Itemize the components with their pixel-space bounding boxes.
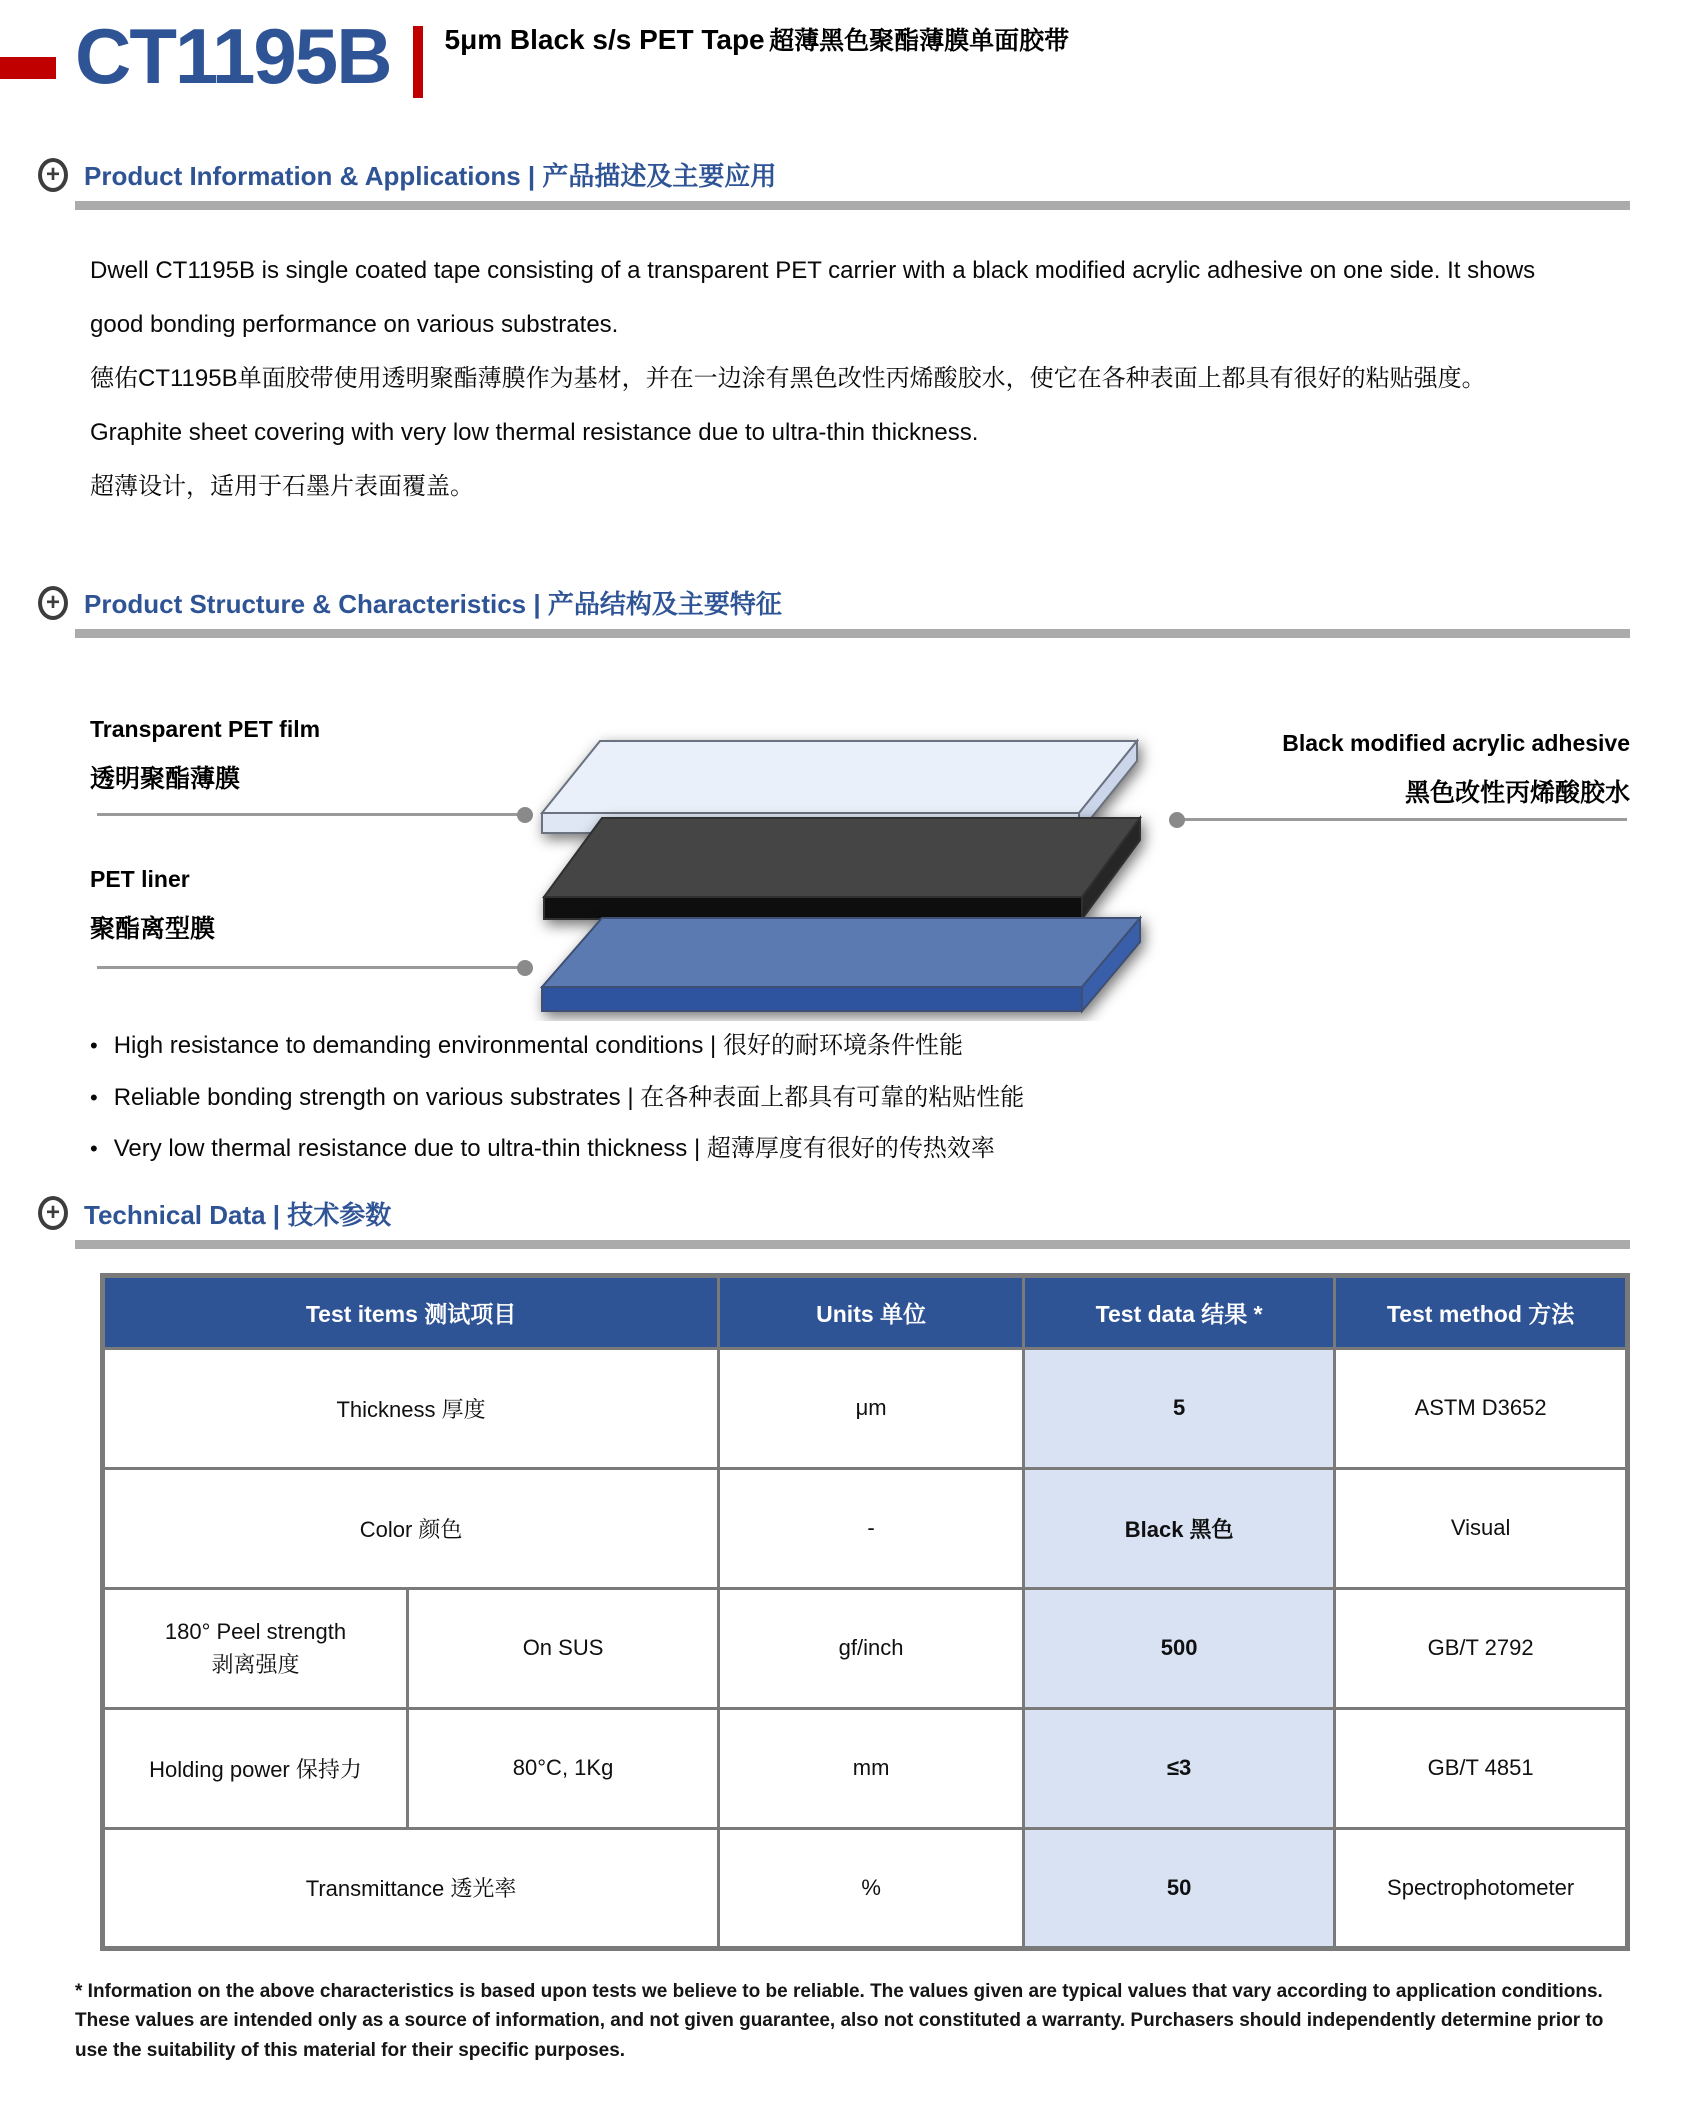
- red-divider-bar: [413, 26, 423, 98]
- paragraph-en-description: Dwell CT1195B is single coated tape consisting of a transparent PET carrier with a black modified acrylic adhesive on one side. It shows good bonding performance on various substrates.: [90, 257, 1536, 338]
- cell-item-en: 180° Peel strength: [164, 1619, 347, 1645]
- section-rule: [75, 1240, 1630, 1249]
- label-pet-liner-en: PET liner: [90, 866, 190, 892]
- table-row: [103, 1468, 1628, 1588]
- cell-item-cn: 剥离强度: [211, 1652, 300, 1678]
- list-item: • Very low thermal resistance due to ultra-thin thickness | 超薄厚度有很好的传热效率: [90, 1123, 1630, 1175]
- disclaimer-footnote: * Information on the above characteristics is based upon tests we believe to be reliable. The values given are typical values that vary according to application conditions. These values are intended only as a source of information, and not given guarantee, also not constituted a warranty. Purchasers should independently determine prior to use the suitability of this material for their specific purposes.: [75, 1980, 1604, 2061]
- cell-item: Transmittance 透光率: [103, 1828, 719, 1948]
- section-header-structure: [38, 584, 1630, 621]
- cell-data: 5: [1024, 1348, 1335, 1468]
- section-title-structure: Product Structure & Characteristics | 产品结构及主要特征: [84, 589, 782, 619]
- pet-film-callout-line: [97, 813, 527, 816]
- section-header-info: [38, 156, 1630, 193]
- label-adhesive-cn: 黑色改性丙烯酸胶水: [1404, 779, 1630, 807]
- cell-item: [103, 1588, 408, 1708]
- cell-method: Visual: [1335, 1468, 1628, 1588]
- cell-data: 50: [1024, 1828, 1335, 1948]
- cell-unit: μm: [719, 1348, 1024, 1468]
- table-row: [103, 1708, 1628, 1828]
- paragraph-cn-description: 德佑CT1195B单面胶带使用透明聚酯薄膜作为基材，并在一边涂有黑色改性丙烯酸胶水，使它在各种表面上都具有很好的粘贴强度。: [90, 365, 1486, 392]
- label-pet-film-cn: 透明聚酯薄膜: [90, 765, 241, 793]
- label-pet-film: [90, 716, 320, 795]
- cell-data: 500: [1024, 1588, 1335, 1708]
- cell-method: GB/T 2792: [1335, 1588, 1628, 1708]
- technical-data-table: [100, 1273, 1630, 1951]
- label-adhesive-en: Black modified acrylic adhesive: [1282, 730, 1630, 756]
- table-row: [103, 1828, 1628, 1948]
- characteristics-list: [90, 1020, 1630, 1175]
- paragraph-cn-graphite: 超薄设计，适用于石墨片表面覆盖。: [90, 473, 474, 500]
- col-header-units: Units 单位: [719, 1275, 1024, 1348]
- cell-method: Spectrophotometer: [1335, 1828, 1628, 1948]
- list-item: • High resistance to demanding environmental conditions | 很好的耐环境条件性能: [90, 1020, 1630, 1072]
- pet-liner-callout-line: [97, 966, 527, 969]
- product-code: CT1195B: [75, 12, 391, 100]
- brand-red-dash: [0, 57, 56, 79]
- col-header-test-data: Test data 结果 *: [1024, 1275, 1335, 1348]
- label-adhesive: [1282, 730, 1630, 809]
- liner-layer: [542, 918, 1140, 1011]
- cell-data: Black 黑色: [1024, 1468, 1335, 1588]
- cell-item: Holding power 保持力: [103, 1708, 408, 1828]
- section-rule: [75, 201, 1630, 210]
- label-pet-liner: [90, 866, 215, 945]
- table-row: [103, 1348, 1628, 1468]
- cell-condition: On SUS: [408, 1588, 719, 1708]
- cell-item: Color 颜色: [103, 1468, 719, 1588]
- section-rule: [75, 629, 1630, 638]
- cell-data: ≤3: [1024, 1708, 1335, 1828]
- paragraph-en-graphite: Graphite sheet covering with very low thermal resistance due to ultra-thin thickness.: [90, 419, 979, 446]
- product-titles: [445, 16, 1070, 59]
- col-header-test-items: Test items 测试项目: [103, 1275, 719, 1348]
- circle-plus-icon: +: [38, 158, 68, 192]
- list-item: • Reliable bonding strength on various substrates | 在各种表面上都具有可靠的粘贴性能: [90, 1072, 1630, 1124]
- cell-method: ASTM D3652: [1335, 1348, 1628, 1468]
- table-header-row: [103, 1275, 1628, 1348]
- section-header-technical: [38, 1195, 1630, 1232]
- circle-plus-icon: +: [38, 1196, 68, 1230]
- cell-method: GB/T 4851: [1335, 1708, 1628, 1828]
- cell-unit: %: [719, 1828, 1024, 1948]
- cell-unit: -: [719, 1468, 1024, 1588]
- section-title-info: Product Information & Applications | 产品描述及主要应用: [84, 161, 777, 191]
- info-paragraphs: [90, 244, 1595, 514]
- product-title-cn: 超薄黑色聚酯薄膜单面胶带: [769, 27, 1070, 55]
- masthead: [75, 0, 1630, 98]
- circle-plus-icon: +: [38, 586, 68, 620]
- cell-item: Thickness 厚度: [103, 1348, 719, 1468]
- product-title-en: 5μm Black s/s PET Tape: [444, 24, 765, 55]
- adhesive-layer: [544, 818, 1140, 919]
- col-header-test-method: Test method 方法: [1335, 1275, 1628, 1348]
- adhesive-callout-line: [1175, 818, 1627, 821]
- cell-unit: gf/inch: [719, 1588, 1024, 1708]
- tape-layers-illustration: [525, 721, 1173, 1021]
- label-pet-film-en: Transparent PET film: [90, 716, 321, 742]
- section-title-technical: Technical Data | 技术参数: [84, 1199, 392, 1230]
- cell-unit: mm: [719, 1708, 1024, 1828]
- label-pet-liner-cn: 聚酯离型膜: [90, 915, 216, 943]
- table-row: [103, 1588, 1628, 1708]
- cell-condition: 80°C, 1Kg: [408, 1708, 719, 1828]
- layer-structure-diagram: [75, 716, 1630, 1018]
